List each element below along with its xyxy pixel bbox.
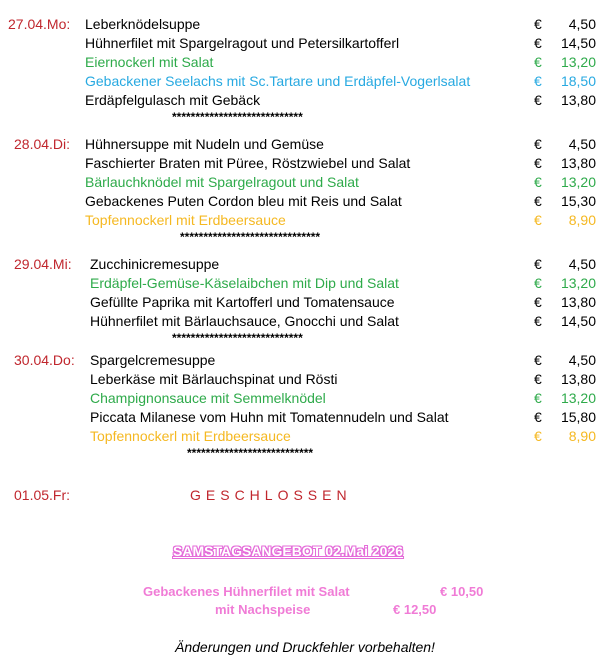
menu-item: Erdäpfelgulasch mit Gebäck (85, 92, 261, 108)
euro-sign: € (534, 294, 542, 310)
euro-sign: € (534, 193, 542, 209)
euro-sign: € (534, 371, 542, 387)
disclaimer: Änderungen und Druckfehler vorbehalten! (175, 639, 435, 655)
saturday-offer-item: Gebackenes Hühnerfilet mit Salat (143, 584, 350, 599)
euro-sign: € (534, 35, 542, 51)
price: 13,20 (560, 275, 596, 291)
price: 8,90 (568, 212, 596, 228)
euro-sign: € (534, 409, 542, 425)
separator-stars: *************************** (187, 446, 314, 460)
euro-sign: € (534, 155, 542, 171)
price: 4,50 (568, 256, 596, 272)
euro-sign: € (534, 136, 542, 152)
euro-sign: € (534, 16, 542, 32)
day-date: 29.04.Mi: (14, 256, 72, 272)
saturday-offer-dessert-price: € 12,50 (393, 602, 437, 617)
closed-day-date: 01.05.Fr: (14, 487, 71, 503)
menu-item: Topfennockerl mit Erdbeersauce (90, 428, 291, 444)
euro-sign: € (534, 92, 542, 108)
price: 15,80 (560, 409, 596, 425)
menu-item: Leberknödelsuppe (85, 16, 201, 32)
euro-sign: € (534, 352, 542, 368)
day-date: 30.04.Do: (14, 352, 75, 368)
menu-item: Topfennockerl mit Erdbeersauce (85, 212, 286, 228)
menu-item: Zucchinicremesuppe (90, 256, 220, 272)
menu-item: Spargelcremesuppe (90, 352, 216, 368)
price: 4,50 (568, 16, 596, 32)
euro-sign: € (534, 73, 542, 89)
euro-sign: € (534, 275, 542, 291)
menu-item: Erdäpfel-Gemüse-Käselaibchen mit Dip und Salat (90, 275, 399, 291)
euro-sign: € (534, 212, 542, 228)
menu-item: Faschierter Braten mit Püree, Röstzwiebel und Salat (85, 155, 411, 171)
saturday-offer-dessert: mit Nachspeise (215, 602, 311, 617)
euro-sign: € (534, 313, 542, 329)
menu-item: Gebackenes Puten Cordon bleu mit Reis und Salat (85, 193, 402, 209)
day-date: 28.04.Di: (14, 136, 71, 152)
menu-item: Gebackener Seelachs mit Sc.Tartare und Erdäpfel-Vogerlsalat (85, 73, 471, 89)
price: 13,20 (560, 390, 596, 406)
euro-sign: € (534, 256, 542, 272)
price: 15,30 (560, 193, 596, 209)
separator-stars: **************************** (172, 331, 303, 345)
menu-item: Leberkäse mit Bärlauchspinat und Rösti (90, 371, 338, 387)
price: 13,80 (560, 155, 596, 171)
menu-item: Hühnersuppe mit Nudeln und Gemüse (85, 136, 324, 152)
saturday-offer-price: € 10,50 (440, 584, 484, 599)
menu-item: Bärlauchknödel mit Spargelragout und Salat (85, 174, 359, 190)
menu-item: Hühnerfilet mit Bärlauchsauce, Gnocchi und Salat (90, 313, 399, 329)
menu-item: Hühnerfilet mit Spargelragout und Petersilkartofferl (85, 35, 400, 51)
price: 4,50 (568, 136, 596, 152)
menu-item: Champignonsauce mit Semmelknödel (90, 390, 326, 406)
euro-sign: € (534, 428, 542, 444)
separator-stars: **************************** (172, 110, 303, 124)
price: 13,20 (560, 174, 596, 190)
price: 4,50 (568, 352, 596, 368)
euro-sign: € (534, 174, 542, 190)
closed-notice: GESCHLOSSEN (190, 487, 352, 503)
menu-item: Gefüllte Paprika mit Kartofferl und Tomatensauce (90, 294, 395, 310)
price: 13,80 (560, 92, 596, 108)
price: 13,80 (560, 371, 596, 387)
price: 14,50 (560, 35, 596, 51)
day-date: 27.04.Mo: (8, 16, 71, 32)
price: 13,20 (560, 54, 596, 70)
price: 8,90 (568, 428, 596, 444)
separator-stars: ****************************** (180, 230, 321, 244)
price: 14,50 (560, 313, 596, 329)
euro-sign: € (534, 54, 542, 70)
menu-item: Piccata Milanese vom Huhn mit Tomatennudeln und Salat (90, 409, 449, 425)
saturday-offer-heading: SAMSTAGSANGEBOT 02.Mai 2026 (173, 543, 404, 559)
menu-item: Eiernockerl mit Salat (85, 54, 214, 70)
euro-sign: € (534, 390, 542, 406)
price: 13,80 (560, 294, 596, 310)
price: 18,50 (560, 73, 596, 89)
